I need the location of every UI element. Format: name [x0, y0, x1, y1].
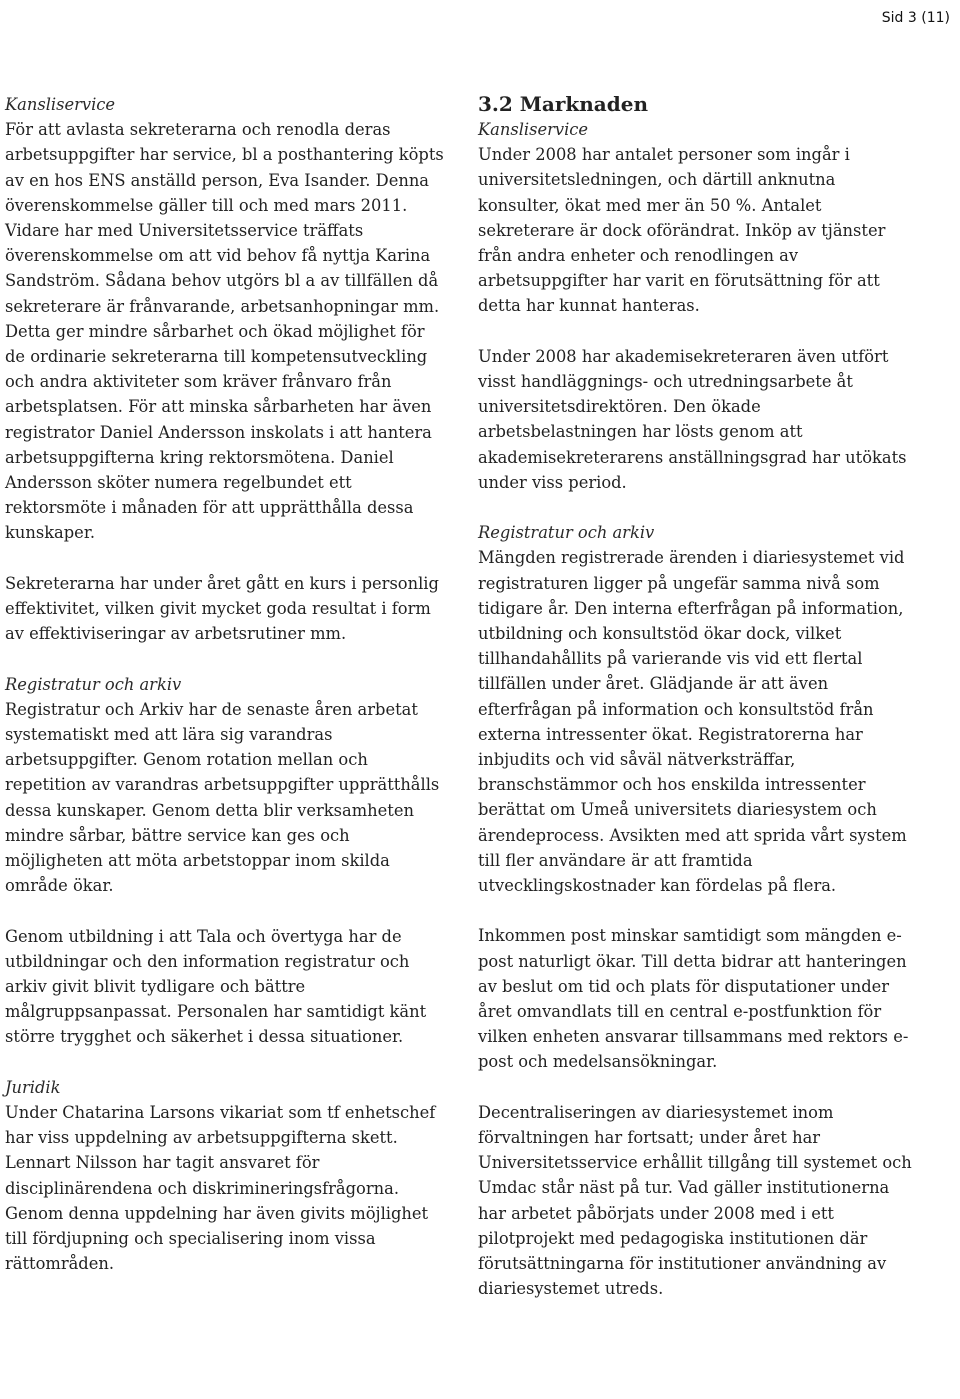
paragraph: Under 2008 har akademisekreteraren även utfört visst handläggnings- och utredningsarbete åt universitetsdirektören. Den ökade arbetsbelastningen har lösts genom att akademisekreterarens anställningsgrad har utökats under viss period. — [478, 346, 907, 492]
paragraph: Inkommen post minskar samtidigt som mängden e-post naturligt ökar. Till detta bidrar att hanteringen av beslut om tid och plats för disputationer under året omvandlats till en central e-postfunktion för vilken enheten ansvarar tillsammans med rektors e-post och medelsansökningar. — [478, 926, 909, 1072]
paragraph: Under Chatarina Larsons vikariat som tf enhetschef har viss uppdelning av arbetsuppgifterna skett. Lennart Nilsson har tagit ansvaret för disciplinärendena och diskrimineringsfrågorna. Genom denna uppdelning har även givits möjlighet till fördjupning och specialisering inom vissa rättområden. — [5, 1103, 436, 1274]
paragraph: För att avlasta sekreterarna och renodla deras arbetsuppgifter har service, bl a posthantering köpts av en hos ENS anställd person, Eva Isander. Denna överenskommelse gäller till och med mars 2011. Vidare har med Universitetsservice träffats överenskommelse om att vid behov få nyttja Karina Sandström. Sådana behov utgörs bl a av tillfällen då sekreterare är frånvarande, arbetsanhopningar mm. Detta ger mindre sårbarhet och ökad möjlighet för de ordinarie sekreterarna till kompetensutveckling och andra aktiviteter som kräver frånvaro från arbetsplatsen. För att minska sårbarheten har även registrator Daniel Andersson inskolats i att hantera arbetsuppgifterna kring rektorsmötena. Daniel Andersson sköter numera regelbundet ett rektorsmöte i månaden för att upprätthålla dessa kunskaper. — [5, 120, 444, 543]
paragraph: Registratur och Arkiv har de senaste åren arbetat systematiskt med att lära sig varandras arbetsuppgifter. Genom rotation mellan och repetition av varandras arbetsuppgifter upprätthålls dessa kunskaper. Genom detta blir verksamheten mindre sårbar, bättre service kan ges och möjligheten att möta arbetstoppar inom skilda område ökar. — [5, 699, 440, 896]
paragraph: Mängden registrerade ärenden i diariesystemet vid registraturen ligger på ungefär samma nivå som tidigare år. Den interna efterfrågan på information, utbildning och konsultstöd ökar dock, vilket tillhandahållits på varierande vis vid ett flertal tillfällen under året. Glädjande är att även efterfrågan på information och konsultstöd från externa intressenter ökat. Registratorerna har inbjudits och vid såväl nätverksträffar, branschstämmor och hos enskilda intressenter berättat om Umeå universitets diariesystem och ärendeprocess. Avsikten med att sprida vårt system till fler användare är att framtida utvecklingskostnader kan fördelas på flera. — [478, 548, 907, 896]
section-heading-kansliservice: Kansliservice — [478, 120, 589, 139]
section-heading-juridik: Juridik — [5, 1077, 61, 1097]
paragraph: Genom utbildning i att Tala och övertyga har de utbildningar och den information registratur och arkiv givit blivit tydligare och bättre målgruppsanpassat. Personalen har samtidigt känt större trygghet och säkerhet i dessa situationer. — [5, 926, 427, 1047]
section-heading-registratur: Registratur och arkiv — [5, 674, 182, 694]
paragraph: Under 2008 har antalet personer som ingår i universitetsledningen, och därtill anknutna konsulter, ökat med mer än 50 %. Antalet sekreterare är dock oförändrat. Inköp av tjänster från andra enheter och renodlingen av arbetsuppgifter har varit en förutsättning för att detta har kunnat hanteras. — [478, 145, 886, 316]
section-title-marknaden: 3.2 Marknaden — [478, 92, 648, 116]
left-column — [5, 92, 445, 1302]
page-number: Sid 3 (11) — [881, 10, 950, 26]
right-column — [478, 92, 918, 1327]
paragraph: Decentraliseringen av diariesystemet inom förvaltningen har fortsatt; under året har Universitetsservice erhållit tillgång till systemet och Umdac står näst på tur. Vad gäller institutionerna har arbetet påbörjats under 2008 med i ett pilotprojekt med pedagogiska institutionen där förutsättningarna för institutioner användning av diariesystemet utreds. — [478, 1102, 912, 1299]
section-heading-kansliservice: Kansliservice — [5, 95, 116, 114]
paragraph: Sekreterarna har under året gått en kurs i personlig effektivitet, vilken givit mycket goda resultat i form av effektiviseringar av arbetsrutiner mm. — [5, 573, 439, 644]
section-heading-registratur: Registratur och arkiv — [478, 523, 655, 543]
